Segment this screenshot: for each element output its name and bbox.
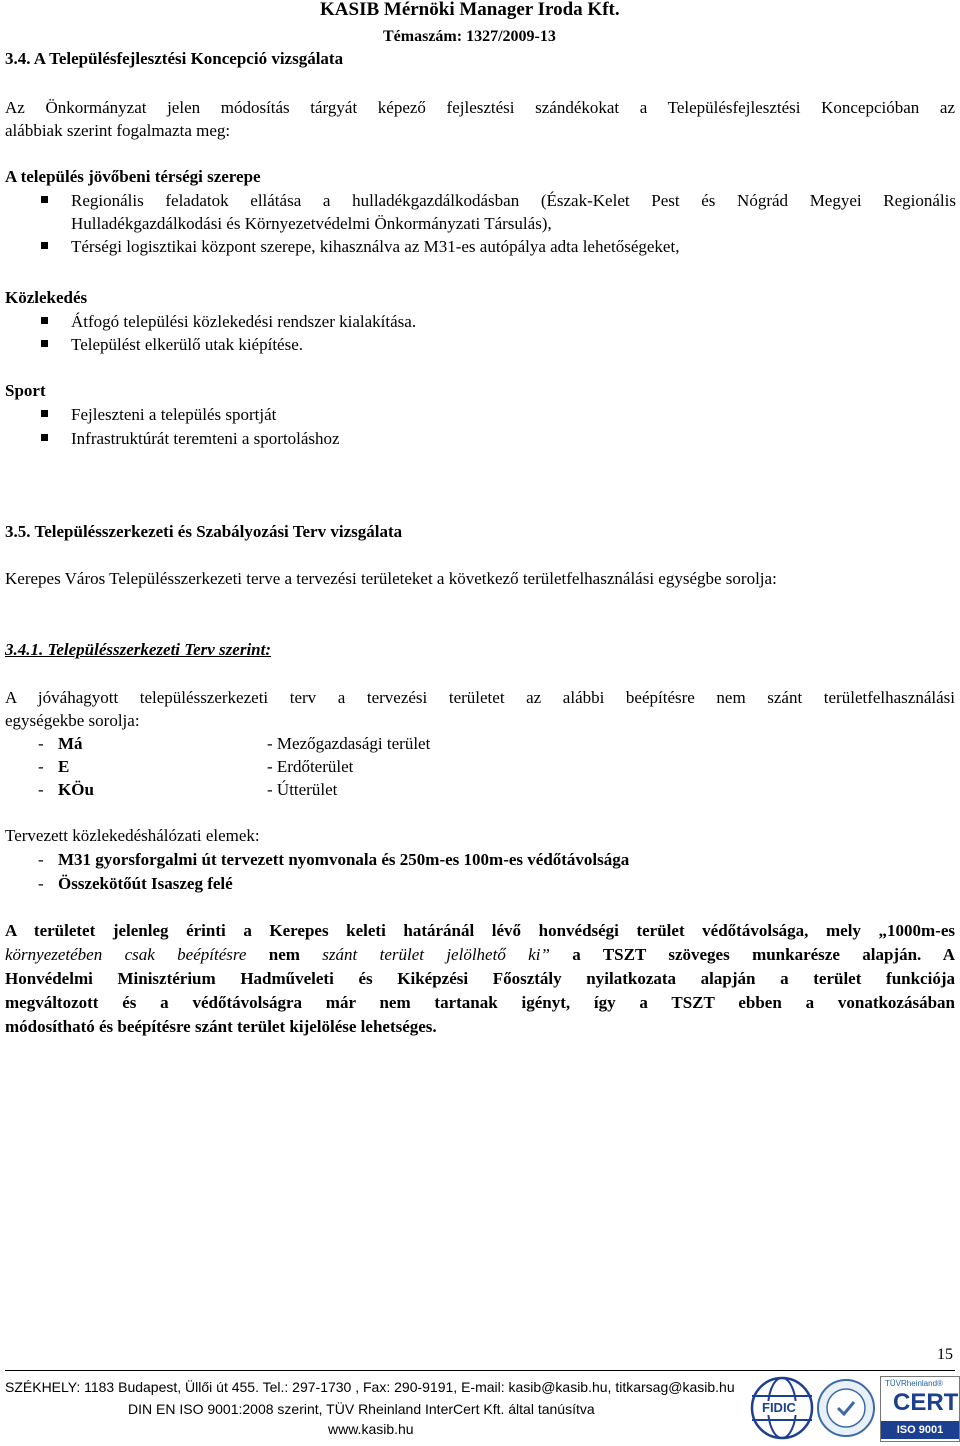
- group-title-sport: Sport: [5, 381, 46, 400]
- header-topic: Témaszám: 1327/2009-13: [383, 28, 556, 45]
- section-3-5-paragraph: Kerepes Város Településszerkezeti terve a tervezési területeket a következő területfelhasználási egységbe sorolja:: [5, 569, 777, 588]
- network-title: Tervezett közlekedéshálózati elemek:: [5, 826, 260, 845]
- group-title-regional-role: A település jövőbeni térségi szerepe: [5, 167, 261, 186]
- certificate-seal-icon: [816, 1378, 876, 1438]
- list-item: Átfogó települési közlekedési rendszer kialakítása.: [71, 312, 417, 331]
- bullet-square-icon: [41, 434, 48, 441]
- intro-paragraph-line: Az Önkormányzat jelen módosítás tárgyát képező fejlesztési szándékokat a Településfejlesztési Koncepcióban az: [5, 98, 955, 117]
- footer-certification: DIN EN ISO 9001:2008 szerint, TÜV Rheinland InterCert Kft. által tanúsítva: [128, 1401, 595, 1417]
- zone-dash: -: [38, 734, 44, 753]
- tuv-cert-logo: [880, 1376, 960, 1442]
- network-dash: -: [38, 874, 44, 893]
- fidic-logo: [748, 1376, 816, 1440]
- zone-code: Má: [58, 734, 83, 753]
- zone-dash: -: [38, 757, 44, 776]
- footer-address: SZÉKHELY: 1183 Budapest, Üllői út 455. Tel.: 297-1730 , Fax: 290-9191, E-mail: kasib@kasib.hu, titkarsag@kasib.hu: [5, 1379, 735, 1395]
- tuv-cert-text: CERT: [893, 1389, 959, 1416]
- zone-description: - Mezőgazdasági terület: [267, 734, 431, 753]
- final-bold-text: a TSZT szöveges munkarésze alapján. A: [572, 945, 955, 964]
- final-italic-text: szánt terület jelölhető ki”: [322, 945, 550, 964]
- section-heading-3-4: 3.4. A Településfejlesztési Koncepció vizsgálata: [5, 49, 344, 68]
- plan-paragraph-line: A jóváhagyott településszerkezeti terv a tervezési területet az alábbi beépítésre nem szánt területfelhasználási: [5, 688, 955, 707]
- list-item: Térségi logisztikai központ szerepe, kihasználva az M31-es autópálya adta lehetőségeket,: [71, 237, 680, 256]
- header-company: KASIB Mérnöki Manager Iroda Kft.: [320, 0, 620, 20]
- fidic-logo-text: FIDIC: [762, 1400, 796, 1415]
- zone-code: KÖu: [58, 780, 94, 799]
- final-paragraph-line: módosítható és beépítésre szánt terület kijelölése lehetséges.: [5, 1017, 437, 1036]
- footer-rule: [5, 1370, 955, 1371]
- page-number: 15: [937, 1346, 953, 1363]
- footer-website: www.kasib.hu: [328, 1421, 414, 1437]
- bullet-square-icon: [41, 317, 48, 324]
- zone-description: - Erdőterület: [267, 757, 354, 776]
- bullet-square-icon: [41, 410, 48, 417]
- bullet-square-icon: [41, 196, 48, 203]
- plan-paragraph-line: egységekbe sorolja:: [5, 711, 140, 730]
- bullet-square-icon: [41, 242, 48, 249]
- bullet-square-icon: [41, 340, 48, 347]
- tuv-iso-text: ISO 9001: [881, 1421, 959, 1439]
- section-heading-3-5: 3.5. Településszerkezeti és Szabályozási Terv vizsgálata: [5, 522, 403, 541]
- final-paragraph-line: megváltozott és a védőtávolságra már nem tartanak igényt, így a TSZT ebben a vonatkozásában: [5, 993, 955, 1012]
- list-item: Települést elkerülő utak kiépítése.: [71, 335, 304, 354]
- final-italic-text: környezetében csak beépítésre: [5, 945, 247, 964]
- zone-description: - Útterület: [267, 780, 338, 799]
- section-heading-3-4-1: 3.4.1. Településszerkezeti Terv szerint:: [5, 640, 272, 659]
- zone-dash: -: [38, 780, 44, 799]
- zone-code: E: [58, 757, 70, 776]
- network-item: M31 gyorsforgalmi út tervezett nyomvonala és 250m-es 100m-es védőtávolsága: [58, 850, 630, 869]
- final-paragraph-line: Honvédelmi Minisztérium Hadműveleti és Kiképzési Főosztály nyilatkozata alapján a terület funkciója: [5, 969, 955, 988]
- list-item: Fejleszteni a település sportját: [71, 405, 277, 424]
- network-dash: -: [38, 850, 44, 869]
- final-paragraph-line: A területet jelenleg érinti a Kerepes keleti határánál lévő honvédségi terület védőtávolsága, mely „1000m-es: [5, 921, 955, 940]
- final-bold-text: nem: [268, 945, 300, 964]
- list-item: Infrastruktúrát teremteni a sportoláshoz: [71, 429, 340, 448]
- list-item: Regionális feladatok ellátása a hulladékgazdálkodásban (Észak-Kelet Pest és Nógrád Megyei Regionális: [71, 191, 956, 210]
- intro-paragraph-line: alábbiak szerint fogalmazta meg:: [5, 121, 231, 140]
- network-item: Összekötőút Isaszeg felé: [58, 874, 233, 893]
- tuv-brand-text: TÜVRheinland®: [885, 1379, 943, 1388]
- list-item-continuation: Hulladékgazdálkodási és Környezetvédelmi Önkormányzati Társulás),: [71, 214, 552, 233]
- group-title-transport: Közlekedés: [5, 288, 88, 307]
- final-paragraph-line: [5, 943, 955, 966]
